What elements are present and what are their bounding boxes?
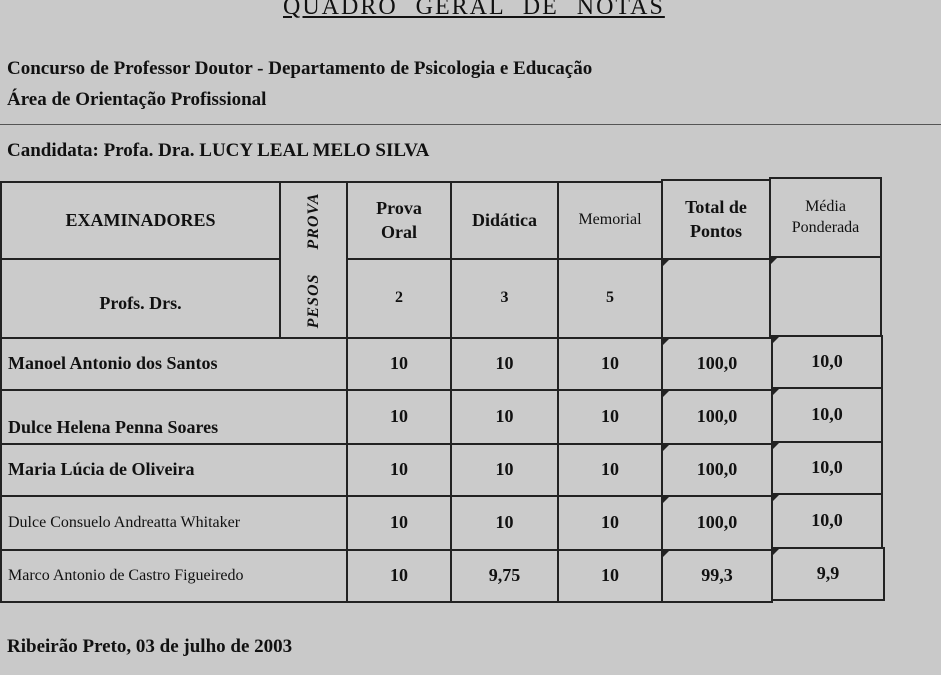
- footer-date: Ribeirão Preto, 03 de julho de 2003: [7, 636, 293, 657]
- column-header-line: Prova: [376, 198, 422, 219]
- total-points: 100,0: [661, 495, 773, 551]
- area-line: Área de Orientação Profissional: [7, 89, 267, 110]
- column-header-line: Oral: [381, 221, 417, 242]
- examiner-name: Maria Lúcia de Oliveira: [0, 443, 348, 497]
- grade-didatica: 9,75: [450, 549, 559, 603]
- weighted-average: 9,9: [771, 547, 885, 601]
- weight-memorial: 5: [557, 258, 663, 339]
- examiner-name: Dulce Helena Penna Soares: [0, 389, 348, 445]
- examiner-name: Manoel Antonio dos Santos: [0, 337, 348, 391]
- total-points: 100,0: [661, 337, 773, 391]
- grade-didatica: 10: [450, 389, 559, 445]
- prova-pesos-header: [279, 181, 348, 339]
- examiner-name: Marco Antonio de Castro Figueiredo: [0, 549, 348, 603]
- column-header-line: Média: [805, 197, 846, 215]
- grade-prova-oral: 10: [346, 495, 452, 551]
- column-header-line: Total de: [685, 197, 747, 218]
- grade-didatica: 10: [450, 337, 559, 391]
- prova-label: PROVA: [305, 192, 322, 250]
- total-points: 99,3: [661, 549, 773, 603]
- total-points: 100,0: [661, 443, 773, 497]
- grade-didatica: 10: [450, 495, 559, 551]
- column-header-didatica: Didática: [450, 181, 559, 260]
- column-header-memorial: Memorial: [557, 181, 663, 260]
- grade-prova-oral: 10: [346, 443, 452, 497]
- contest-line: Concurso de Professor Doutor - Departamento de Psicologia e Educação: [7, 58, 593, 79]
- grade-memorial: 10: [557, 495, 663, 551]
- examinadores-header: EXAMINADORES: [0, 181, 281, 260]
- column-header-line: Pontos: [689, 220, 742, 241]
- profs-header: Profs. Drs.: [0, 258, 281, 339]
- grade-prova-oral: 10: [346, 389, 452, 445]
- weight-media: [769, 256, 882, 337]
- grade-prova-oral: 10: [346, 549, 452, 603]
- grade-didatica: 10: [450, 443, 559, 497]
- weighted-average: 10,0: [771, 493, 883, 549]
- grade-memorial: 10: [557, 389, 663, 445]
- separator: [0, 124, 941, 125]
- weight-total: [661, 258, 771, 339]
- weighted-average: 10,0: [771, 335, 883, 389]
- column-header-line: Ponderada: [791, 218, 860, 236]
- grade-prova-oral: 10: [346, 337, 452, 391]
- grade-memorial: 10: [557, 443, 663, 497]
- pesos-label: PESOS: [305, 273, 322, 329]
- grade-memorial: 10: [557, 549, 663, 603]
- column-header-total: [661, 179, 771, 260]
- weight-didatica: 3: [450, 258, 559, 339]
- grade-memorial: 10: [557, 337, 663, 391]
- total-points: 100,0: [661, 389, 773, 445]
- examiner-name: Dulce Consuelo Andreatta Whitaker: [0, 495, 348, 551]
- document-title: QUADRO GERAL DE NOTAS: [283, 0, 665, 20]
- weighted-average: 10,0: [771, 387, 883, 443]
- candidate-line: Candidata: Profa. Dra. LUCY LEAL MELO SILVA: [7, 140, 430, 161]
- weight-prova-oral: 2: [346, 258, 452, 339]
- weighted-average: 10,0: [771, 441, 883, 495]
- column-header-media: [769, 177, 882, 258]
- column-header-prova-oral: [346, 181, 452, 260]
